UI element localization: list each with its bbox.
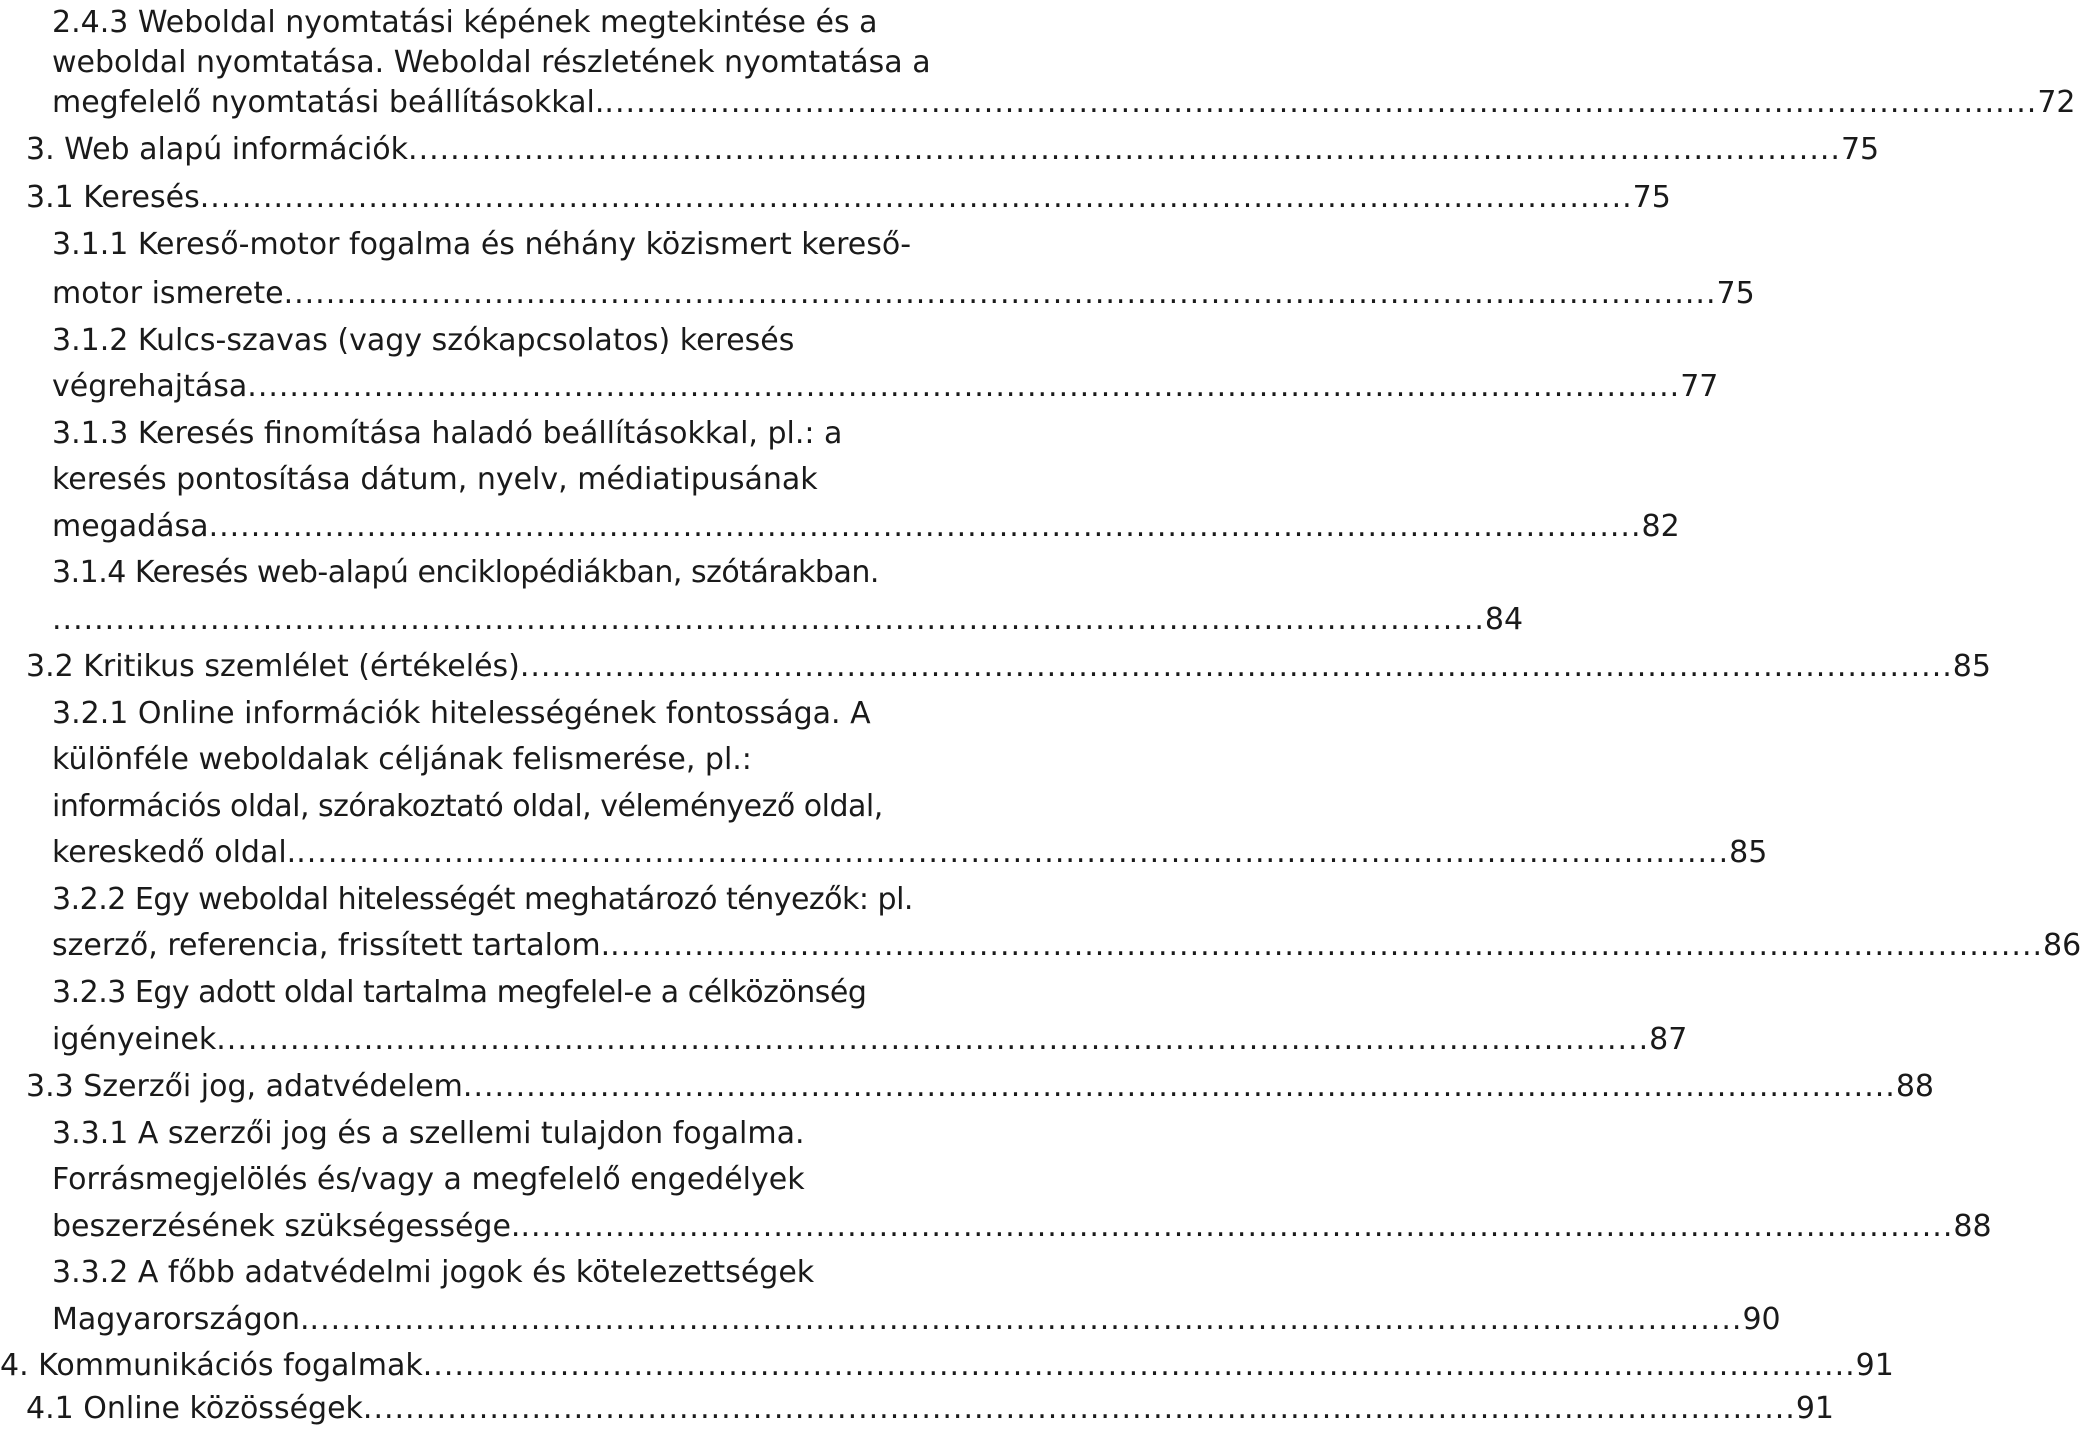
toc-entry-4-1[interactable] [26, 1386, 1835, 1432]
leader-dots: ........................................................................................................................................ [309, 1302, 1743, 1337]
toc-entry-3-2[interactable] [26, 644, 1991, 690]
toc-entry-label: 3.2 Kritikus szemlélet (értékelés) [26, 649, 520, 684]
toc-entry-3-1-2[interactable] [52, 364, 1719, 410]
toc-line: 3.2.3 Egy adott oldal tartalma megfelel-e a célközönség [52, 975, 867, 1010]
toc-line: 3.1.3 Keresés finomítása haladó beállításokkal, pl.: a [52, 416, 843, 451]
toc-line: weboldal nyomtatása. Weboldal részletének nyomtatása a [52, 45, 931, 80]
page-number: 84 [1484, 602, 1524, 637]
toc-entry-3-1-1[interactable] [52, 271, 1755, 317]
leader-dots: ........................................................................................................................................ [408, 132, 1841, 167]
leader-dots: ........................................................................................................................................ [199, 180, 1633, 215]
leader-dots: ........................................................................................................................................ [283, 276, 1717, 311]
toc-line: 3.3.2 A főbb adatvédelmi jogok és kötelezettségek [52, 1255, 815, 1290]
page-number: 75 [1632, 180, 1671, 215]
leader-dots: ........................................................................................................................................ [362, 1391, 1796, 1426]
toc-entry-3-1[interactable] [26, 175, 1671, 221]
toc-entry-label: 3. Web alapú információk [26, 132, 409, 167]
toc-entry-label: Magyarországon. [52, 1302, 310, 1337]
toc-line: keresés pontosítása dátum, nyelv, médiatipusának [52, 462, 818, 497]
toc-entry-label: szerző, referencia, frissített tartalom. [52, 928, 611, 963]
leader-dots: ........................................................................................................................................ [519, 649, 1953, 684]
leader-dots: ........................................................................................................................................ [216, 1022, 1650, 1057]
toc-entry-label: 3.3 Szerzői jog, adatvédelem [26, 1069, 463, 1104]
page-number: 88 [1895, 1069, 1935, 1104]
toc-line: Forrásmegjelölés és/vagy a megfelelő engedélyek [52, 1162, 805, 1197]
toc-line: 3.3.1 A szerzői jog és a szellemi tulajdon fogalma. [52, 1116, 805, 1151]
toc-entry-label: 4.1 Online közösségek [26, 1391, 363, 1426]
page-number: 87 [1649, 1022, 1688, 1057]
leader-dots: ........................................................................................................................................ [422, 1348, 1856, 1383]
toc-entry-label: 3.1 Keresés [26, 180, 200, 215]
toc-entry-3-2-3[interactable] [52, 1017, 1688, 1063]
page-number: 82 [1641, 509, 1680, 544]
leader-dots: ........................................................................................................................................ [52, 602, 1485, 637]
toc-entry-label: 4. Kommunikációs fogalmak [0, 1348, 423, 1383]
toc-entry-3-1-3[interactable] [52, 504, 1680, 550]
toc-line: 3.1.1 Kereső-motor fogalma és néhány közismert kereső- [52, 227, 912, 262]
leader-dots: ........................................................................................................................................ [247, 369, 1681, 404]
toc-entry-label: végrehajtása [52, 369, 248, 404]
toc-entry-3-3-2[interactable] [52, 1297, 1781, 1343]
leader-dots: ........................................................................................................................................ [462, 1069, 1896, 1104]
page-number: 85 [1952, 649, 1991, 684]
leader-dots: ........................................................................................................................................ [208, 509, 1642, 544]
toc-entry-3-2-1[interactable] [52, 830, 1768, 876]
toc-entry-label: motor ismerete [52, 276, 284, 311]
toc-entry-3-3-1[interactable] [52, 1204, 1992, 1250]
page-number: 85 [1729, 835, 1768, 870]
page-number: 77 [1680, 369, 1719, 404]
toc-entry-label: megadása [52, 509, 209, 544]
toc-entry-label: kereskedő oldal. [52, 835, 297, 870]
page-number: 86 [2043, 928, 2081, 963]
toc-line: 3.2.1 Online információk hitelességének fontossága. A [52, 696, 871, 731]
leader-dots: ........................................................................................................................................ [520, 1209, 1954, 1244]
toc-line: különféle weboldalak céljának felismerése, pl.: [52, 742, 752, 777]
toc-entry-label: igényeinek [52, 1022, 217, 1057]
toc-entry-label: beszerzésének szükségessége. [52, 1209, 521, 1244]
page-number: 91 [1855, 1348, 1894, 1383]
leader-dots: ........................................................................................................................................ [296, 835, 1730, 870]
page-number: 72 [2037, 85, 2076, 120]
page-number: 91 [1795, 1391, 1835, 1426]
toc-line: 3.1.2 Kulcs-szavas (vagy szókapcsolatos) keresés [52, 323, 795, 358]
toc-entry-2-4-3[interactable] [52, 80, 2076, 126]
toc-entry-3[interactable] [26, 127, 1880, 173]
toc-entry-3-1-4[interactable] [52, 597, 1524, 643]
page-number: 88 [1953, 1209, 1992, 1244]
toc-line: információs oldal, szórakoztató oldal, véleményező oldal, [52, 789, 883, 824]
leader-dots: ........................................................................................................................................ [610, 928, 2044, 963]
page-number: 75 [1840, 132, 1880, 167]
toc-entry-3-2-2[interactable] [52, 923, 2081, 969]
page-number: 75 [1716, 276, 1755, 311]
toc-line: 3.1.4 Keresés web-alapú enciklopédiákban, szótárakban. [52, 555, 879, 590]
toc-entry-4[interactable] [0, 1343, 1894, 1389]
page-number: 90 [1742, 1302, 1781, 1337]
leader-dots: ........................................................................................................................................ [604, 85, 2038, 120]
toc-entry-label: megfelelő nyomtatási beállításokkal. [52, 85, 605, 120]
toc-line: 2.4.3 Weboldal nyomtatási képének megtekintése és a [52, 5, 878, 40]
toc-entry-3-3[interactable] [26, 1064, 1935, 1110]
toc-line: 3.2.2 Egy weboldal hitelességét meghatározó tényezők: pl. [52, 882, 913, 917]
